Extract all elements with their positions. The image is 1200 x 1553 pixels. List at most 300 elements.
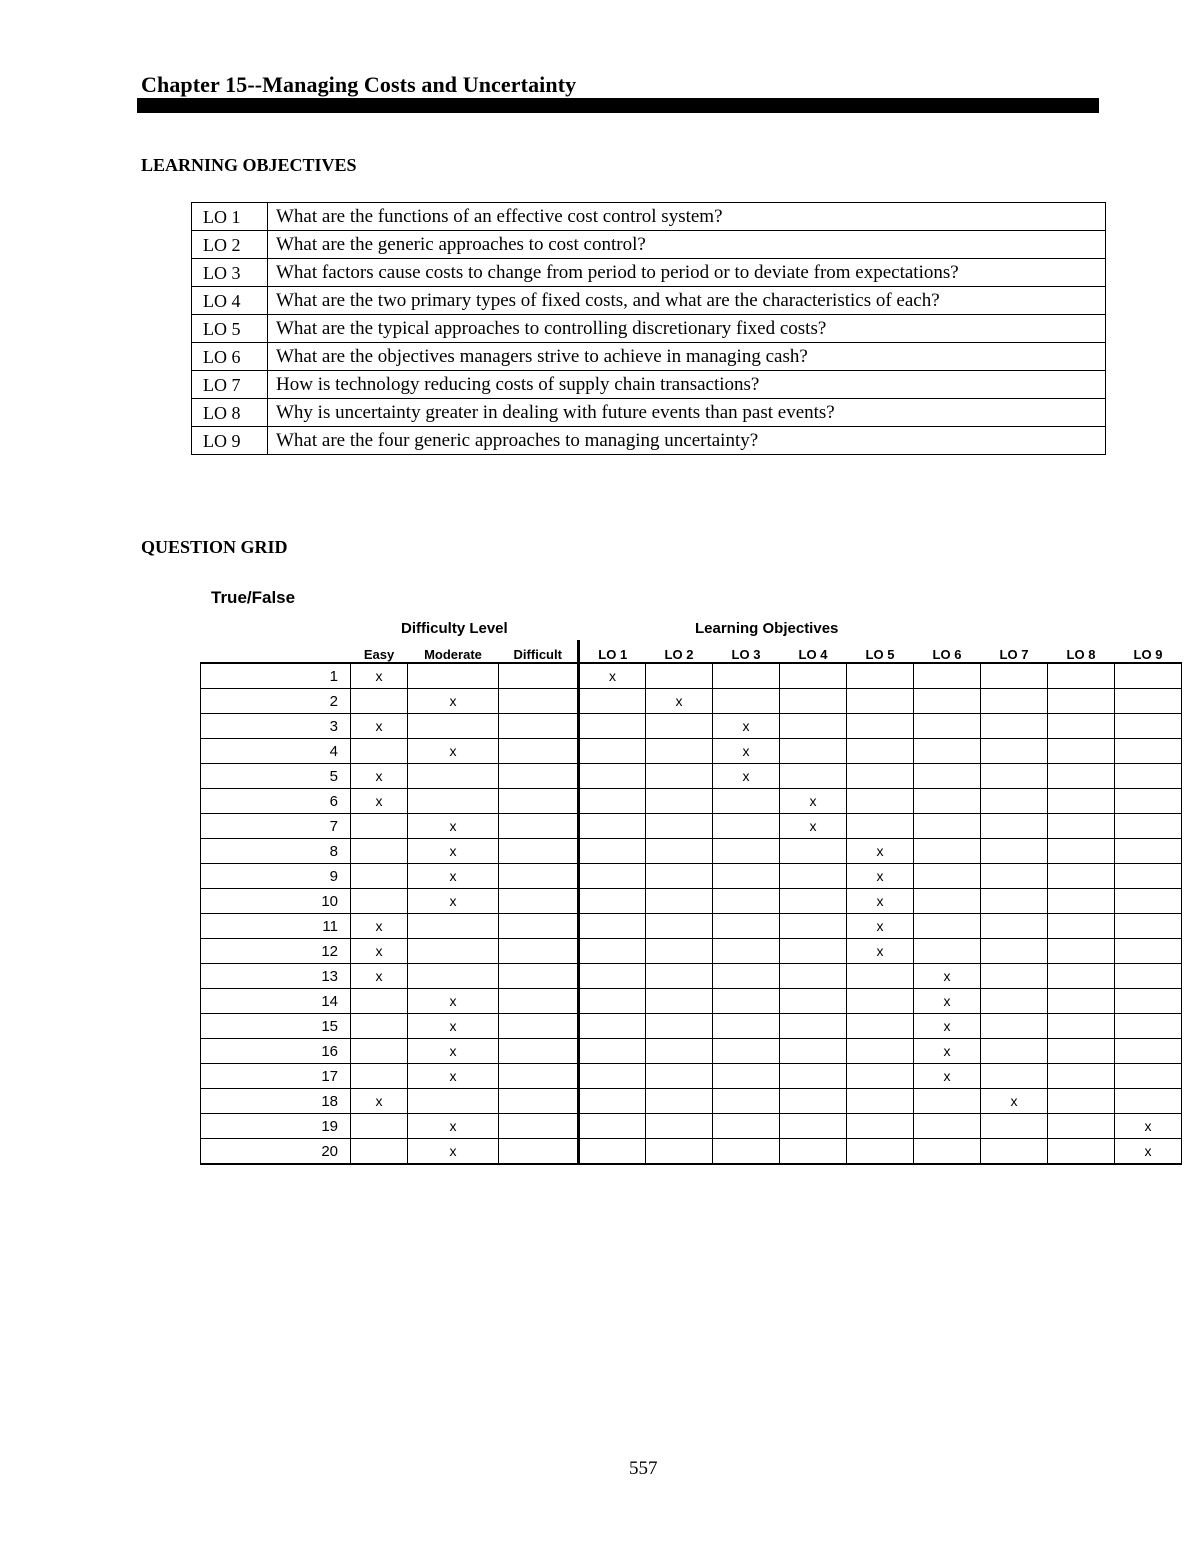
grid-cell [579,964,646,989]
grid-cell [646,789,713,814]
grid-cell [713,939,780,964]
grid-cell [847,1139,914,1165]
grid-cell [1115,714,1182,739]
grid-cell [1115,739,1182,764]
grid-cell [351,814,408,839]
learning-objective-text: What are the two primary types of fixed costs, and what are the characteristics of each? [268,287,1106,315]
grid-cell [646,839,713,864]
grid-cell [646,1114,713,1139]
grid-cell [646,1139,713,1165]
difficulty-mark: x [408,739,499,764]
grid-cell [646,714,713,739]
grid-cell [499,789,579,814]
grid-cell [1048,889,1115,914]
question-number: 7 [201,814,351,839]
grid-cell [1115,689,1182,714]
grid-cell [847,964,914,989]
grid-cell [579,1039,646,1064]
question-number: 8 [201,839,351,864]
grid-cell [847,714,914,739]
grid-cell [914,739,981,764]
learning-objective-code: LO 1 [192,203,268,231]
true-false-subheading: True/False [211,588,296,607]
learning-objective-row [192,427,1106,455]
question-row [201,914,1182,939]
grid-cell [847,814,914,839]
difficulty-mark: x [351,939,408,964]
grid-cell [981,1064,1048,1089]
question-number: 11 [201,914,351,939]
grid-cell [780,939,847,964]
grid-cell [780,839,847,864]
grid-cell [1115,989,1182,1014]
grid-cell [579,914,646,939]
grid-cell [408,663,499,689]
grid-cell [499,1139,579,1165]
question-row [201,739,1182,764]
grid-cell [780,739,847,764]
grid-cell [408,914,499,939]
objective-mark: x [847,889,914,914]
grid-cell [713,964,780,989]
grid-cell [351,889,408,914]
grid-cell [408,714,499,739]
grid-cell [981,739,1048,764]
grid-cell [713,1114,780,1139]
grid-cell [646,864,713,889]
grid-cell [1048,914,1115,939]
grid-cell [499,663,579,689]
grid-cell [914,714,981,739]
objective-column-header: LO 9 [1115,640,1182,663]
title-rule [137,98,1099,113]
grid-cell [408,964,499,989]
question-number: 2 [201,689,351,714]
learning-objective-row [192,203,1106,231]
objective-mark: x [847,914,914,939]
grid-cell [499,689,579,714]
objective-mark: x [780,789,847,814]
grid-cell [713,814,780,839]
grid-cell [351,1039,408,1064]
question-number: 1 [201,663,351,689]
objective-mark: x [914,989,981,1014]
grid-cell [713,1064,780,1089]
grid-cell [981,789,1048,814]
grid-cell [351,839,408,864]
grid-cell [646,964,713,989]
grid-cell [914,789,981,814]
question-number: 4 [201,739,351,764]
chapter-title: Chapter 15--Managing Costs and Uncertainty [141,72,577,97]
objective-column-header: LO 4 [780,640,847,663]
objective-column-header: LO 3 [713,640,780,663]
question-number: 15 [201,1014,351,1039]
grid-cell [780,689,847,714]
grid-cell [847,989,914,1014]
grid-cell [914,939,981,964]
question-row [201,939,1182,964]
question-row [201,1114,1182,1139]
grid-cell [847,739,914,764]
learning-objective-text: What are the four generic approaches to managing uncertainty? [268,427,1106,455]
grid-cell [1115,663,1182,689]
objective-mark: x [780,814,847,839]
grid-cell [914,839,981,864]
grid-cell [1048,1039,1115,1064]
difficulty-mark: x [351,914,408,939]
objective-mark: x [847,839,914,864]
grid-cell [981,1039,1048,1064]
question-number: 6 [201,789,351,814]
grid-cell [499,814,579,839]
grid-cell [646,814,713,839]
difficulty-mark: x [408,1064,499,1089]
grid-cell [914,889,981,914]
difficulty-mark: x [408,839,499,864]
question-number: 12 [201,939,351,964]
grid-cell [499,964,579,989]
difficulty-mark: x [408,1039,499,1064]
grid-cell [914,1139,981,1165]
grid-cell [499,989,579,1014]
grid-cell [579,1014,646,1039]
objective-column-header: LO 7 [981,640,1048,663]
grid-cell [713,1089,780,1114]
grid-cell [914,1114,981,1139]
grid-cell [1048,764,1115,789]
objective-column-header: LO 6 [914,640,981,663]
learning-objective-code: LO 7 [192,371,268,399]
grid-cell [1048,1089,1115,1114]
difficulty-mark: x [351,764,408,789]
question-number: 10 [201,889,351,914]
learning-objective-row [192,371,1106,399]
grid-cell [713,689,780,714]
learning-objective-row [192,287,1106,315]
question-row [201,814,1182,839]
grid-cell [646,739,713,764]
difficulty-mark: x [408,864,499,889]
grid-cell [646,1014,713,1039]
grid-cell [713,1139,780,1165]
question-number: 5 [201,764,351,789]
grid-cell [981,689,1048,714]
learning-objective-code: LO 4 [192,287,268,315]
objective-column-header: LO 1 [579,640,646,663]
grid-cell [1048,1114,1115,1139]
grid-cell [646,939,713,964]
grid-cell [914,814,981,839]
grid-cell [408,939,499,964]
grid-cell [1048,739,1115,764]
grid-cell [499,839,579,864]
grid-corner-cell [201,640,351,663]
learning-objective-code: LO 8 [192,399,268,427]
objective-column-header: LO 5 [847,640,914,663]
question-row [201,764,1182,789]
objective-mark: x [1115,1139,1182,1165]
grid-cell [780,1064,847,1089]
learning-objectives-table [191,202,1106,455]
question-number: 18 [201,1089,351,1114]
grid-cell [713,989,780,1014]
grid-cell [914,1089,981,1114]
grid-cell [981,989,1048,1014]
grid-cell [780,864,847,889]
grid-cell [1048,663,1115,689]
difficulty-mark: x [408,1114,499,1139]
grid-cell [499,1039,579,1064]
question-grid-heading: QUESTION GRID [141,537,288,557]
grid-cell [914,864,981,889]
grid-cell [847,764,914,789]
grid-cell [499,764,579,789]
grid-cell [713,864,780,889]
grid-cell [780,989,847,1014]
question-number: 9 [201,864,351,889]
grid-cell [351,1139,408,1165]
grid-cell [646,1089,713,1114]
grid-cell [713,789,780,814]
grid-cell [579,739,646,764]
grid-cell [981,864,1048,889]
grid-cell [847,1114,914,1139]
grid-cell [351,989,408,1014]
grid-cell [981,714,1048,739]
grid-cell [914,663,981,689]
difficulty-mark: x [351,714,408,739]
grid-cell [914,689,981,714]
grid-cell [847,1039,914,1064]
grid-cell [499,1014,579,1039]
question-number: 13 [201,964,351,989]
learning-objective-row [192,399,1106,427]
objective-mark: x [981,1089,1048,1114]
question-row [201,1139,1182,1165]
grid-cell [1048,714,1115,739]
grid-cell [780,1014,847,1039]
grid-cell [1048,1014,1115,1039]
objective-mark: x [914,1039,981,1064]
grid-cell [981,939,1048,964]
grid-cell [981,1139,1048,1165]
question-number: 3 [201,714,351,739]
grid-cell [981,764,1048,789]
difficulty-mark: x [408,1139,499,1165]
grid-cell [713,889,780,914]
grid-cell [847,689,914,714]
learning-objective-code: LO 9 [192,427,268,455]
grid-cell [579,1064,646,1089]
grid-cell [579,789,646,814]
grid-cell [981,889,1048,914]
question-number: 20 [201,1139,351,1165]
difficulty-level-heading: Difficulty Level [401,620,508,637]
grid-cell [1048,789,1115,814]
grid-cell [351,1114,408,1139]
grid-cell [408,1089,499,1114]
grid-cell [499,1114,579,1139]
question-number: 19 [201,1114,351,1139]
grid-cell [847,789,914,814]
objective-mark: x [579,663,646,689]
grid-cell [914,764,981,789]
grid-cell [499,1089,579,1114]
grid-cell [1115,1089,1182,1114]
grid-cell [1048,1139,1115,1165]
grid-cell [499,939,579,964]
grid-cell [780,663,847,689]
difficulty-mark: x [351,964,408,989]
grid-cell [780,889,847,914]
grid-cell [579,764,646,789]
grid-cell [646,764,713,789]
grid-cell [579,989,646,1014]
objective-column-header: LO 2 [646,640,713,663]
grid-cell [1115,939,1182,964]
difficulty-mark: x [408,989,499,1014]
grid-cell [981,1114,1048,1139]
learning-objective-text: What are the typical approaches to controlling discretionary fixed costs? [268,315,1106,343]
learning-objective-code: LO 3 [192,259,268,287]
learning-objective-text: What are the functions of an effective cost control system? [268,203,1106,231]
learning-objective-text: What are the objectives managers strive to achieve in managing cash? [268,343,1106,371]
grid-cell [351,864,408,889]
grid-cell [1115,964,1182,989]
grid-cell [579,814,646,839]
grid-cell [981,1014,1048,1039]
question-number: 16 [201,1039,351,1064]
difficulty-mark: x [351,663,408,689]
grid-cell [579,1139,646,1165]
grid-cell [847,663,914,689]
question-row [201,964,1182,989]
grid-cell [579,839,646,864]
grid-cell [579,1114,646,1139]
grid-cell [1048,964,1115,989]
grid-cell [499,914,579,939]
grid-cell [1115,864,1182,889]
grid-cell [408,764,499,789]
objective-column-header: LO 8 [1048,640,1115,663]
difficulty-mark: x [408,814,499,839]
grid-cell [351,1014,408,1039]
grid-cell [981,663,1048,689]
learning-objective-text: What factors cause costs to change from period to period or to deviate from expectations? [268,259,1106,287]
grid-cell [847,1089,914,1114]
question-row [201,1089,1182,1114]
objective-mark: x [914,964,981,989]
grid-cell [351,1064,408,1089]
objective-mark: x [847,939,914,964]
grid-cell [1115,914,1182,939]
objective-mark: x [713,764,780,789]
grid-cell [780,914,847,939]
grid-cell [579,864,646,889]
grid-cell [1115,1064,1182,1089]
question-row [201,689,1182,714]
grid-cell [351,689,408,714]
grid-cell [780,714,847,739]
grid-cell [847,1014,914,1039]
question-row [201,663,1182,689]
grid-cell [780,964,847,989]
question-row [201,989,1182,1014]
grid-cell [1048,1064,1115,1089]
grid-cell [981,839,1048,864]
grid-cell [646,1039,713,1064]
objective-mark: x [914,1014,981,1039]
grid-cell [351,739,408,764]
grid-cell [1048,689,1115,714]
grid-cell [499,864,579,889]
grid-cell [780,1089,847,1114]
question-row [201,1064,1182,1089]
grid-cell [1115,764,1182,789]
learning-objective-code: LO 5 [192,315,268,343]
question-row [201,864,1182,889]
objective-mark: x [713,739,780,764]
grid-cell [1115,1039,1182,1064]
grid-cell [1048,989,1115,1014]
grid-cell [1115,889,1182,914]
grid-cell [1115,839,1182,864]
grid-cell [1115,814,1182,839]
difficulty-column-header: Moderate [408,640,499,663]
difficulty-mark: x [351,789,408,814]
grid-cell [780,1139,847,1165]
grid-cell [981,964,1048,989]
learning-objective-text: Why is uncertainty greater in dealing with future events than past events? [268,399,1106,427]
grid-cell [646,663,713,689]
difficulty-mark: x [408,1014,499,1039]
question-row [201,1039,1182,1064]
grid-cell [499,1064,579,1089]
grid-cell [1048,939,1115,964]
grid-cell [914,914,981,939]
grid-cell [713,1039,780,1064]
grid-cell [847,1064,914,1089]
question-row [201,839,1182,864]
grid-cell [981,814,1048,839]
grid-cell [499,739,579,764]
grid-cell [579,714,646,739]
grid-cell [780,1039,847,1064]
grid-cell [713,663,780,689]
grid-cell [713,839,780,864]
question-row [201,1014,1182,1039]
question-number: 14 [201,989,351,1014]
learning-objective-row [192,259,1106,287]
objective-mark: x [1115,1114,1182,1139]
question-number: 17 [201,1064,351,1089]
difficulty-column-header: Difficult [499,640,579,663]
objective-mark: x [914,1064,981,1089]
grid-cell [646,914,713,939]
learning-objective-code: LO 2 [192,231,268,259]
difficulty-mark: x [408,689,499,714]
grid-cell [579,939,646,964]
grid-cell [1115,1014,1182,1039]
grid-cell [579,689,646,714]
question-row [201,714,1182,739]
objective-mark: x [646,689,713,714]
learning-objective-text: What are the generic approaches to cost control? [268,231,1106,259]
learning-objective-row [192,315,1106,343]
question-grid-table [200,640,1182,1165]
page-number: 557 [629,1458,658,1479]
